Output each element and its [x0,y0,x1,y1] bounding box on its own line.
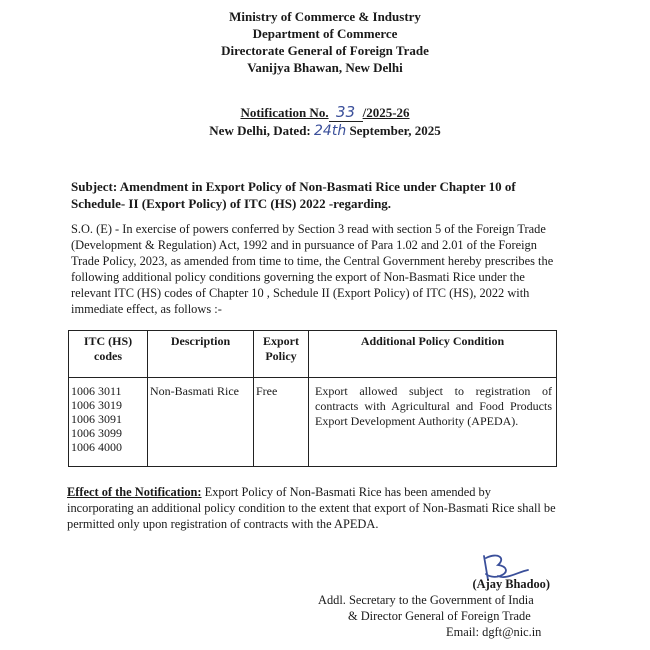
codes-cell [69,378,148,467]
notification-block [0,104,650,140]
document-header [0,8,650,76]
designation-line-1: Addl. Secretary to the Government of India [318,593,534,607]
effect-label: Effect of the Notification: [67,485,202,499]
header-description: Description [148,331,254,378]
notification-date-line [0,122,650,140]
subject: Subject: Amendment in Export Policy of Non-Basmati Rice under Chapter 10 of Schedule- II (Export Policy) of ITC (HS) 2022 -regarding. [71,179,516,211]
notification-suffix: /2025-26 [362,105,410,120]
designation-line-2: & Director General of Foreign Trade [348,609,531,623]
hs-code: 1006 3019 [71,398,122,412]
description-cell: Non-Basmati Rice [148,378,254,467]
policy-table [68,330,557,467]
date-day: 24th [314,123,347,139]
office-address: Vanijya Bhawan, New Delhi [247,60,403,75]
date-month-year: September, 2025 [349,123,441,138]
body-paragraph: S.O. (E) - In exercise of powers conferred by Section 3 read with section 5 of the Foreign Trade (Development & Regulation) Act, 1992 and in pursuance of Para 1.02 and 2.01 of the Foreign Trade Policy, 2023, as amended from time to time, the Central Government hereby prescribes the following additional policy conditions governing the export of Non-Basmati Rice under the relevant ITC (HS) codes of Chapter 10 , Schedule II (Export Policy) of ITC (HS), 2022 with immediate effect, as follows :- [71,222,554,316]
notification-number-line [0,104,650,122]
signatory-designation [318,592,552,640]
notification-label: Notification No. [240,105,329,120]
hs-code: 1006 3091 [71,412,122,426]
signatory-email: Email: dgft@nic.in [446,625,542,639]
policy-cell: Free [254,378,309,467]
ministry-name: Ministry of Commerce & Industry [229,9,421,24]
signature-block [473,576,550,592]
effect-text: Export Policy of Non-Basmati Rice has been amended by incorporating an additional policy condition to the extent that export of Non-Basmati Rice shall be permitted only upon registration of contracts with the APEDA. [67,485,556,531]
hs-code: 1006 3011 [71,384,122,398]
effect-paragraph [67,484,559,532]
hs-code: 1006 4000 [71,440,122,454]
table-row [69,378,557,467]
table-header-row [69,331,557,378]
header-export-policy: Export Policy [254,331,309,378]
notification-number: 33 [336,103,356,121]
dated-label: New Delhi, Dated: [209,123,311,138]
header-condition: Additional Policy Condition [309,331,557,378]
header-codes: ITC (HS) codes [69,331,148,378]
directorate-name: Directorate General of Foreign Trade [221,43,429,58]
department-name: Department of Commerce [252,26,398,41]
signatory-name: (Ajay Bhadoo) [472,577,550,591]
hs-code: 1006 3099 [71,426,122,440]
condition-cell: Export allowed subject to registration of contracts with Agricultural and Food Products Export Development Authority (APEDA). [309,378,557,467]
